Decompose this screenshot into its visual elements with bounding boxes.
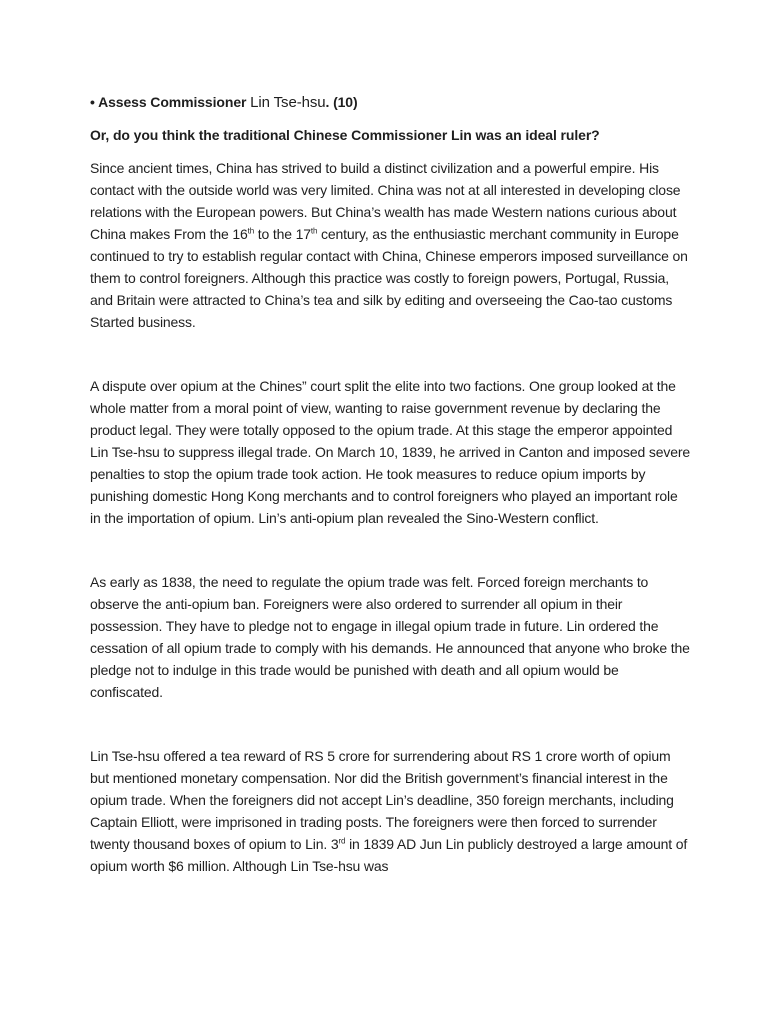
- paragraph-1: [90, 157, 690, 333]
- paragraph-1-part-3: century, as the enthusiastic merchant community in Europe continued to try to establish regular contact with China, Chinese emperors imposed surveillance on them to control foreigners. Although this practice was costly to foreign powers, Portugal, Russia, and Britain were attracted to China’s tea and silk by editing and overseeing the Cao-tao customs Started business.: [90, 226, 688, 330]
- paragraph-4-part-2: in 1839 AD Jun Lin publicly destroyed a large amount of opium worth $6 million. Although Lin Tse-hsu was: [90, 836, 688, 874]
- paragraph-4-part-1: Lin Tse-hsu offered a tea reward of RS 5 crore for surrendering about RS 1 crore worth of opium but mentioned monetary compensation. Nor did the British government’s financial interest in the opium trade. When the foreigners did not accept Lin’s deadline, 350 foreign merchants, including Captain Elliott, were imprisoned in trading posts. The foreigners were then forced to surrender twenty thousand boxes of opium to Lin. 3: [90, 748, 674, 852]
- paragraph-1-part-2: to the 17: [254, 226, 311, 242]
- paragraph-3: As early as 1838, the need to regulate the opium trade was felt. Forced foreign merchants to observe the anti-opium ban. Foreigners were also ordered to surrender all opium in their possession. They have to pledge not to engage in illegal opium trade in future. Lin ordered the cessation of all opium trade to comply with his demands. He announced that anyone who broke the pledge not to indulge in this trade would be punished with death and all opium would be confiscated.: [90, 574, 690, 700]
- heading-suffix: . (10): [325, 94, 358, 110]
- paragraph-gap: [90, 529, 690, 571]
- question-line: Or, do you think the traditional Chinese Commissioner Lin was an ideal ruler?: [90, 127, 600, 143]
- paragraph-gap: [90, 703, 690, 745]
- paragraph-1-part-1: Since ancient times, China has strived to build a distinct civilization and a powerful empire. His contact with the outside world was very limited. China was not at all interested in developing close relations with the European powers. But China’s wealth has made Western nations curious about China makes From the 16: [90, 160, 681, 242]
- paragraph-gap: [90, 333, 690, 375]
- document-page: [90, 92, 690, 877]
- assessment-heading: [90, 92, 690, 113]
- superscript-rd: rd: [338, 836, 346, 846]
- paragraph-2: A dispute over opium at the Chines” court split the elite into two factions. One group looked at the whole matter from a moral point of view, wanting to raise government revenue by declaring the product legal. They were totally opposed to the opium trade. At this stage the emperor appointed Lin Tse-hsu to suppress illegal trade. On March 10, 1839, he arrived in Canton and imposed severe penalties to stop the opium trade took action. He took measures to reduce opium imports by punishing domestic Hong Kong merchants and to control foreigners who played an important role in the importation of opium. Lin’s anti-opium plan revealed the Sino-Western conflict.: [90, 378, 690, 526]
- superscript-th-2: th: [310, 226, 318, 236]
- heading-prefix: • Assess Commissioner: [90, 94, 251, 110]
- paragraph-4: [90, 745, 690, 877]
- heading-name: Lin Tse-hsu: [250, 94, 326, 111]
- superscript-th-1: th: [247, 226, 254, 236]
